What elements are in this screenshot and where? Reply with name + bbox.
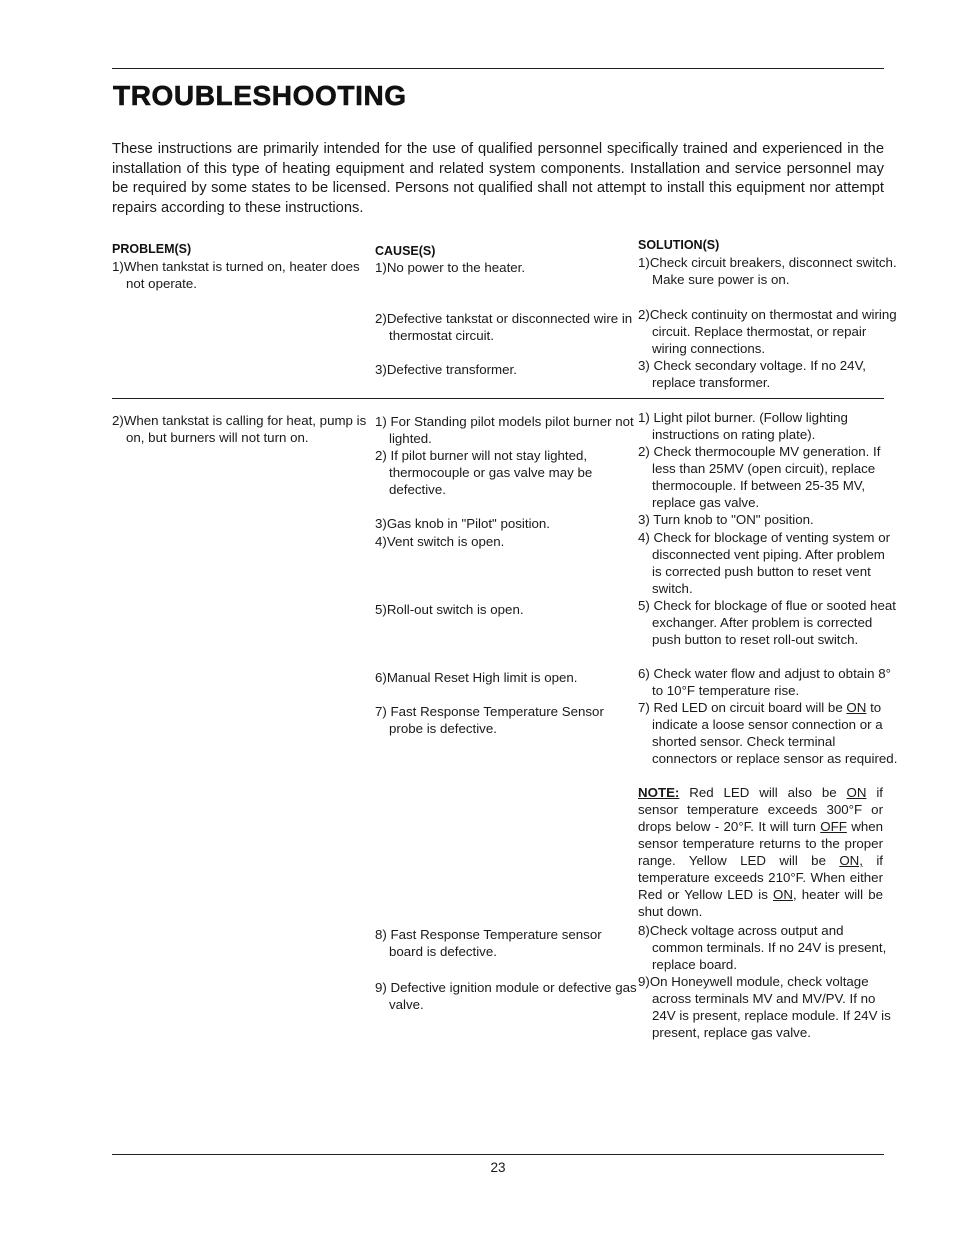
cause-2-7: 7) Fast Response Temperature Sensor probe is defective. bbox=[375, 704, 604, 736]
page-title: TROUBLESHOOTING bbox=[113, 80, 407, 111]
cause-2-2: 2) If pilot burner will not stay lighted, thermocouple or gas valve may be defective. bbox=[375, 448, 593, 497]
note-text-2: if sensor temperature exceeds 300°F or drops below - 20°F. It will turn bbox=[638, 785, 884, 834]
note-text-1: Red LED will also be bbox=[679, 785, 847, 800]
solution-2-8: 8)Check voltage across output and common terminals. If no 24V is present, replace board. bbox=[638, 923, 887, 972]
cause-2-4: 4)Vent switch is open. bbox=[375, 534, 505, 549]
cause-2-5: 5)Roll-out switch is open. bbox=[375, 602, 524, 617]
solution-2-7 bbox=[638, 699, 898, 767]
solution-2-4: 4) Check for blockage of venting system or disconnected vent piping. After problem is corrected push button to reset vent switch. bbox=[638, 530, 891, 596]
solution-2-3: 3) Turn knob to "ON" position. bbox=[638, 512, 814, 527]
note-label: NOTE: bbox=[638, 785, 680, 800]
solution-2-5: 5) Check for blockage of flue or sooted heat exchanger. After problem is corrected push button to reset roll-out switch. bbox=[638, 598, 896, 647]
solution-2-9: 9)On Honeywell module, check voltage across terminals MV and MV/PV. If no 24V is present, replace module. If 24V is present, replace gas valve. bbox=[638, 974, 891, 1040]
note-text-3: when sensor temperature returns to the proper range. Yellow LED will be bbox=[638, 819, 884, 868]
cause-2-6: 6)Manual Reset High limit is open. bbox=[375, 670, 578, 685]
bottom-divider bbox=[112, 1154, 884, 1155]
note-on-2: ON, bbox=[839, 853, 863, 868]
solution-1-2: 2)Check continuity on thermostat and wiring circuit. Replace thermostat, or repair wiring connections. bbox=[638, 307, 897, 356]
solution-2-1: 1) Light pilot burner. (Follow lighting instructions on rating plate). bbox=[638, 410, 848, 442]
note-on-1: ON bbox=[846, 785, 867, 800]
led-note bbox=[638, 784, 883, 920]
solution-1-1: 1)Check circuit breakers, disconnect switch. Make sure power is on. bbox=[638, 255, 897, 287]
solution-header: SOLUTION(S) bbox=[638, 238, 720, 252]
note-text-5: , heater will be shut down. bbox=[638, 887, 883, 919]
problem-1: 1)When tankstat is turned on, heater does not operate. bbox=[112, 259, 360, 291]
top-divider bbox=[112, 68, 884, 69]
cause-2-1: 1) For Standing pilot models pilot burner not lighted. bbox=[375, 414, 634, 446]
intro-paragraph: These instructions are primarily intended for the use of qualified personnel specifically trained and experienced in the installation of this type of heating equipment and related system components. Installation and service personnel may be required by some states to be licensed. Persons not qualified shall not attempt to install this equipment nor attempt repairs according to these instructions. bbox=[112, 141, 884, 216]
section-divider bbox=[112, 398, 884, 399]
page-number: 23 bbox=[490, 1160, 506, 1175]
on-status-text: ON bbox=[846, 700, 867, 715]
note-text-4: if temperature exceeds 210°F. When either Red or Yellow LED is bbox=[638, 853, 883, 902]
cause-header: CAUSE(S) bbox=[375, 244, 436, 258]
problem-2: 2)When tankstat is calling for heat, pump is on, but burners will not turn on. bbox=[112, 413, 367, 445]
solution-2-6: 6) Check water flow and adjust to obtain 8° to 10°F temperature rise. bbox=[638, 666, 891, 698]
cause-2-8: 8) Fast Response Temperature sensor board is defective. bbox=[375, 927, 602, 959]
cause-1-1: 1)No power to the heater. bbox=[375, 260, 526, 275]
problem-header: PROBLEM(S) bbox=[112, 242, 192, 256]
cause-2-3: 3)Gas knob in "Pilot" position. bbox=[375, 516, 551, 531]
solution-1-3: 3) Check secondary voltage. If no 24V, replace transformer. bbox=[638, 358, 866, 390]
solution-2-7-prefix: 7) Red LED on circuit board will be bbox=[638, 700, 847, 715]
cause-1-2: 2)Defective tankstat or disconnected wire in thermostat circuit. bbox=[375, 311, 633, 343]
solution-2-7-suffix: to indicate a loose sensor connection or a shorted sensor. Check terminal connectors or replace sensor as required. bbox=[652, 700, 898, 766]
cause-1-3: 3)Defective transformer. bbox=[375, 362, 517, 377]
cause-2-9: 9) Defective ignition module or defective gas valve. bbox=[375, 980, 637, 1012]
solution-2-2: 2) Check thermocouple MV generation. If less than 25MV (open circuit), replace thermocouple. If between 25-35 MV, replace gas valve. bbox=[638, 444, 881, 510]
note-on-3: ON bbox=[773, 887, 793, 902]
note-off: OFF bbox=[820, 819, 847, 834]
